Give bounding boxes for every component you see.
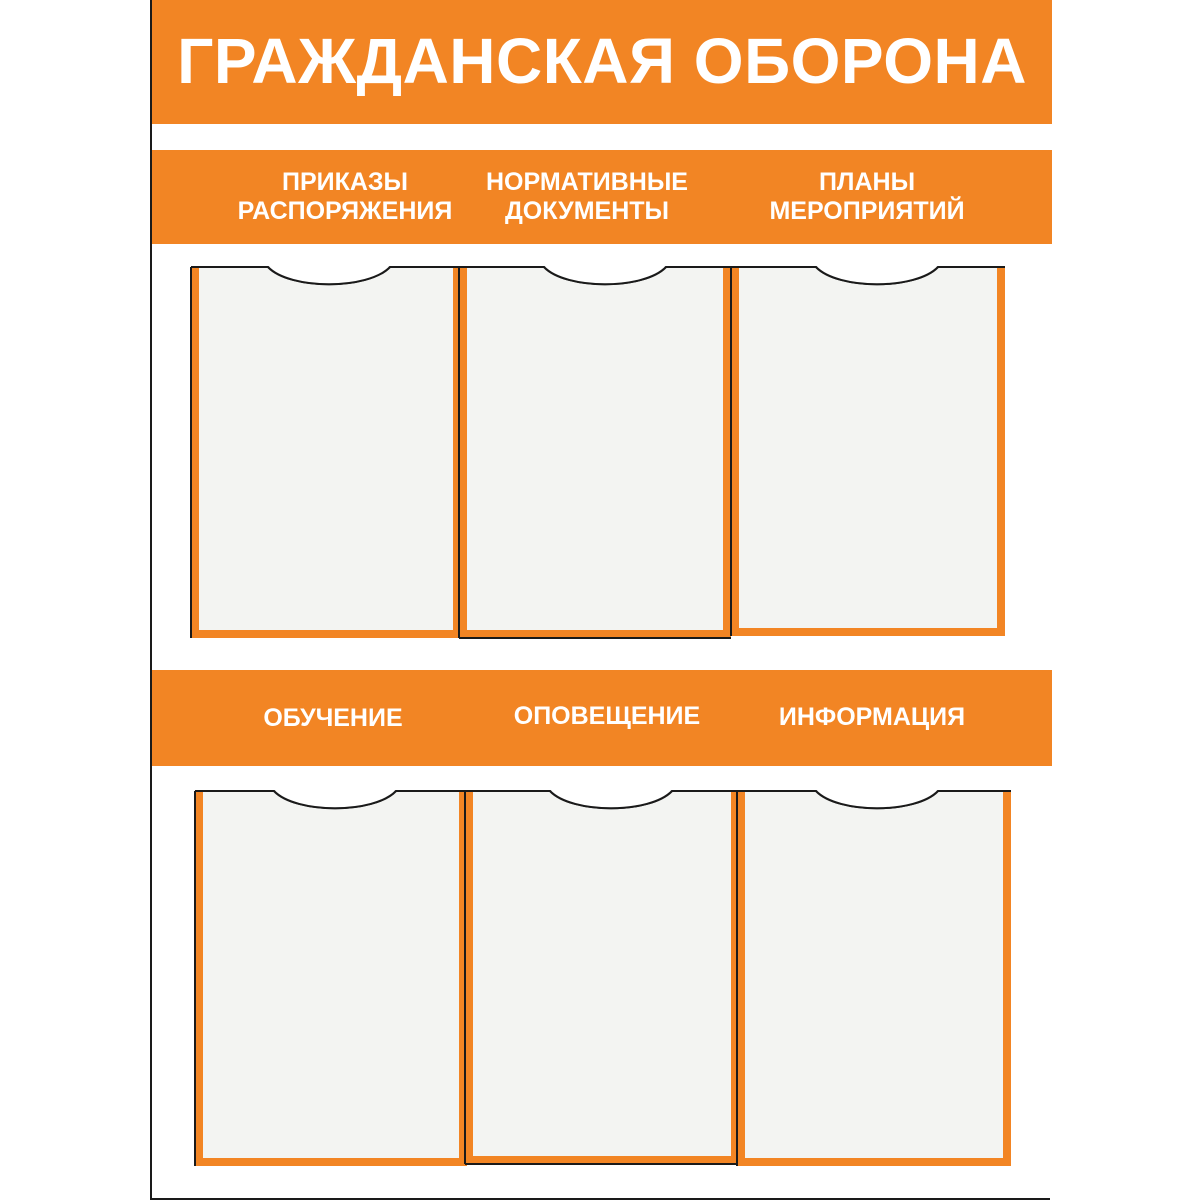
- document-pocket[interactable]: [464, 788, 740, 1166]
- section-label-line: НОРМАТИВНЫЕ: [486, 168, 688, 196]
- section-label-information: ИНФОРМАЦИЯ: [778, 703, 966, 731]
- document-pocket[interactable]: [736, 788, 1012, 1168]
- document-pocket[interactable]: [730, 264, 1006, 640]
- section-label-line: МЕРОПРИЯТИЙ: [769, 197, 965, 225]
- section-label-line: ПРИКАЗЫ: [281, 168, 409, 196]
- section-label-notification: ОПОВЕЩЕНИЕ: [513, 702, 701, 730]
- section-label-normative: [442, 168, 732, 226]
- document-pocket[interactable]: [458, 264, 732, 640]
- bottom-section-header: [152, 670, 1052, 766]
- document-pocket[interactable]: [194, 788, 468, 1168]
- section-label-line: ПЛАНЫ: [818, 168, 916, 196]
- section-label-plans: [722, 168, 1012, 226]
- title-bar: [152, 0, 1052, 124]
- section-label-line: ДОКУМЕНТЫ: [505, 197, 669, 225]
- section-label-line: РАСПОРЯЖЕНИЯ: [237, 197, 453, 225]
- section-label-training: ОБУЧЕНИЕ: [263, 704, 403, 732]
- stand-board: [150, 0, 1050, 1200]
- document-pocket[interactable]: [190, 264, 462, 640]
- stand-title: ГРАЖДАНСКАЯ ОБОРОНА: [177, 25, 1027, 97]
- top-section-header: [152, 150, 1052, 244]
